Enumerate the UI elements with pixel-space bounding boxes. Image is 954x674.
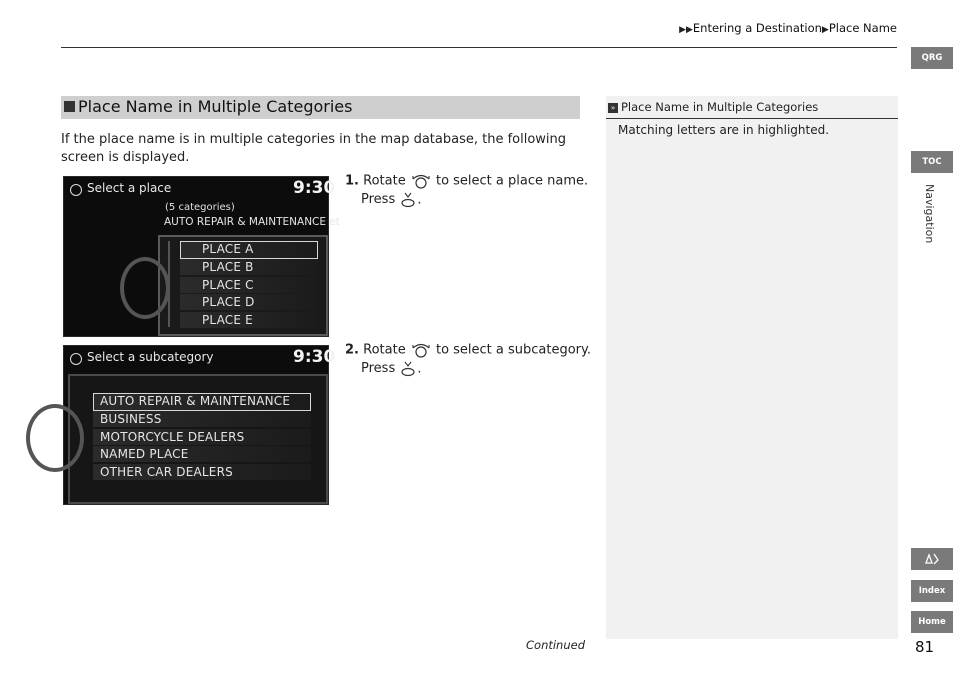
- page-number: 81: [915, 638, 935, 656]
- list-item-label: PLACE A: [202, 242, 254, 256]
- list-item-label: PLACE C: [202, 278, 254, 292]
- section-bullet-icon: [64, 101, 75, 112]
- note-panel: [606, 96, 898, 639]
- list-item[interactable]: [93, 411, 311, 427]
- interface-dial-press-icon: [399, 360, 417, 378]
- compass-icon: [70, 184, 82, 196]
- interface-dial-rotate-icon: [410, 172, 432, 190]
- list-item-label: BUSINESS: [100, 412, 162, 426]
- step-number: 2.: [345, 342, 359, 358]
- step-1: [345, 172, 588, 209]
- breadcrumb-link-entering-destination[interactable]: Entering a Destination: [692, 21, 822, 35]
- tab-qrg[interactable]: QRG: [911, 47, 953, 69]
- note-title-text: Place Name in Multiple Categories: [621, 100, 819, 114]
- note-title[interactable]: [608, 100, 818, 114]
- interface-dial-press-icon: [399, 191, 417, 209]
- breadcrumb: [0, 21, 897, 35]
- tab-home[interactable]: Home: [911, 611, 953, 633]
- place-list: [158, 235, 328, 336]
- compass-icon: [70, 353, 82, 365]
- category-name: AUTO REPAIR & MAINTENANCE et: [164, 216, 340, 228]
- list-item-label: AUTO REPAIR & MAINTENANCE: [100, 394, 291, 408]
- step-text: to select a place name.: [435, 173, 589, 189]
- tab-index[interactable]: Index: [911, 580, 953, 602]
- list-scrollbar[interactable]: [168, 241, 170, 327]
- header-divider: [61, 47, 897, 48]
- list-item-label: PLACE B: [202, 260, 254, 274]
- list-item-label: OTHER CAR DEALERS: [100, 465, 233, 479]
- list-item-label: PLACE E: [202, 313, 253, 327]
- screen-clock: 9:30: [293, 178, 336, 198]
- list-item[interactable]: [93, 429, 311, 445]
- interface-dial-rotate-icon: [410, 341, 432, 359]
- step-number: 1.: [345, 173, 359, 189]
- step-text: Press: [361, 192, 396, 207]
- screen-clock: 9:30: [293, 347, 336, 367]
- list-item[interactable]: [180, 294, 318, 310]
- breadcrumb-arrow-icon: ▶: [821, 25, 829, 35]
- step-text: Rotate: [363, 173, 406, 189]
- section-heading: Place Name in Multiple Categories: [78, 97, 353, 116]
- tab-toc[interactable]: TOC: [911, 151, 953, 173]
- note-text: Matching letters are in highlighted.: [618, 123, 830, 137]
- tab-voice[interactable]: [911, 548, 953, 570]
- continued-label: Continued: [526, 638, 586, 652]
- subcategory-list: [68, 374, 328, 504]
- breadcrumb-current-page[interactable]: Place Name: [828, 21, 897, 35]
- list-item[interactable]: [93, 393, 311, 411]
- screen-select-subcategory: [63, 345, 336, 505]
- list-item[interactable]: [180, 277, 318, 293]
- step-2: [345, 341, 591, 378]
- list-item[interactable]: [93, 446, 311, 462]
- step-text: Press: [361, 361, 396, 376]
- list-item[interactable]: [93, 464, 311, 480]
- voice-command-icon: [923, 551, 941, 567]
- screen-title: Select a subcategory: [87, 350, 214, 364]
- step-text: Rotate: [363, 342, 406, 358]
- breadcrumb-arrow-icon: ▶▶: [679, 25, 693, 35]
- screen-select-place: [63, 176, 340, 337]
- list-item[interactable]: [180, 259, 318, 275]
- chapter-label: Navigation: [923, 184, 936, 244]
- intro-paragraph: If the place name is in multiple categories in the map database, the following screen is displayed.: [61, 132, 567, 165]
- double-arrow-icon: »: [608, 103, 618, 113]
- screen-title: Select a place: [87, 181, 172, 195]
- list-item[interactable]: [180, 241, 318, 259]
- note-divider: [606, 118, 898, 119]
- list-item-label: NAMED PLACE: [100, 447, 189, 461]
- step-text: to select a subcategory.: [435, 342, 592, 358]
- step-text: .: [417, 361, 422, 376]
- step-text: .: [417, 192, 422, 207]
- list-item-label: MOTORCYCLE DEALERS: [100, 430, 245, 444]
- list-item-label: PLACE D: [202, 295, 255, 309]
- dial-indicator-icon: [120, 257, 170, 319]
- dial-indicator-icon: [26, 404, 84, 472]
- list-item[interactable]: [180, 312, 318, 328]
- category-count: (5 categories): [165, 202, 235, 213]
